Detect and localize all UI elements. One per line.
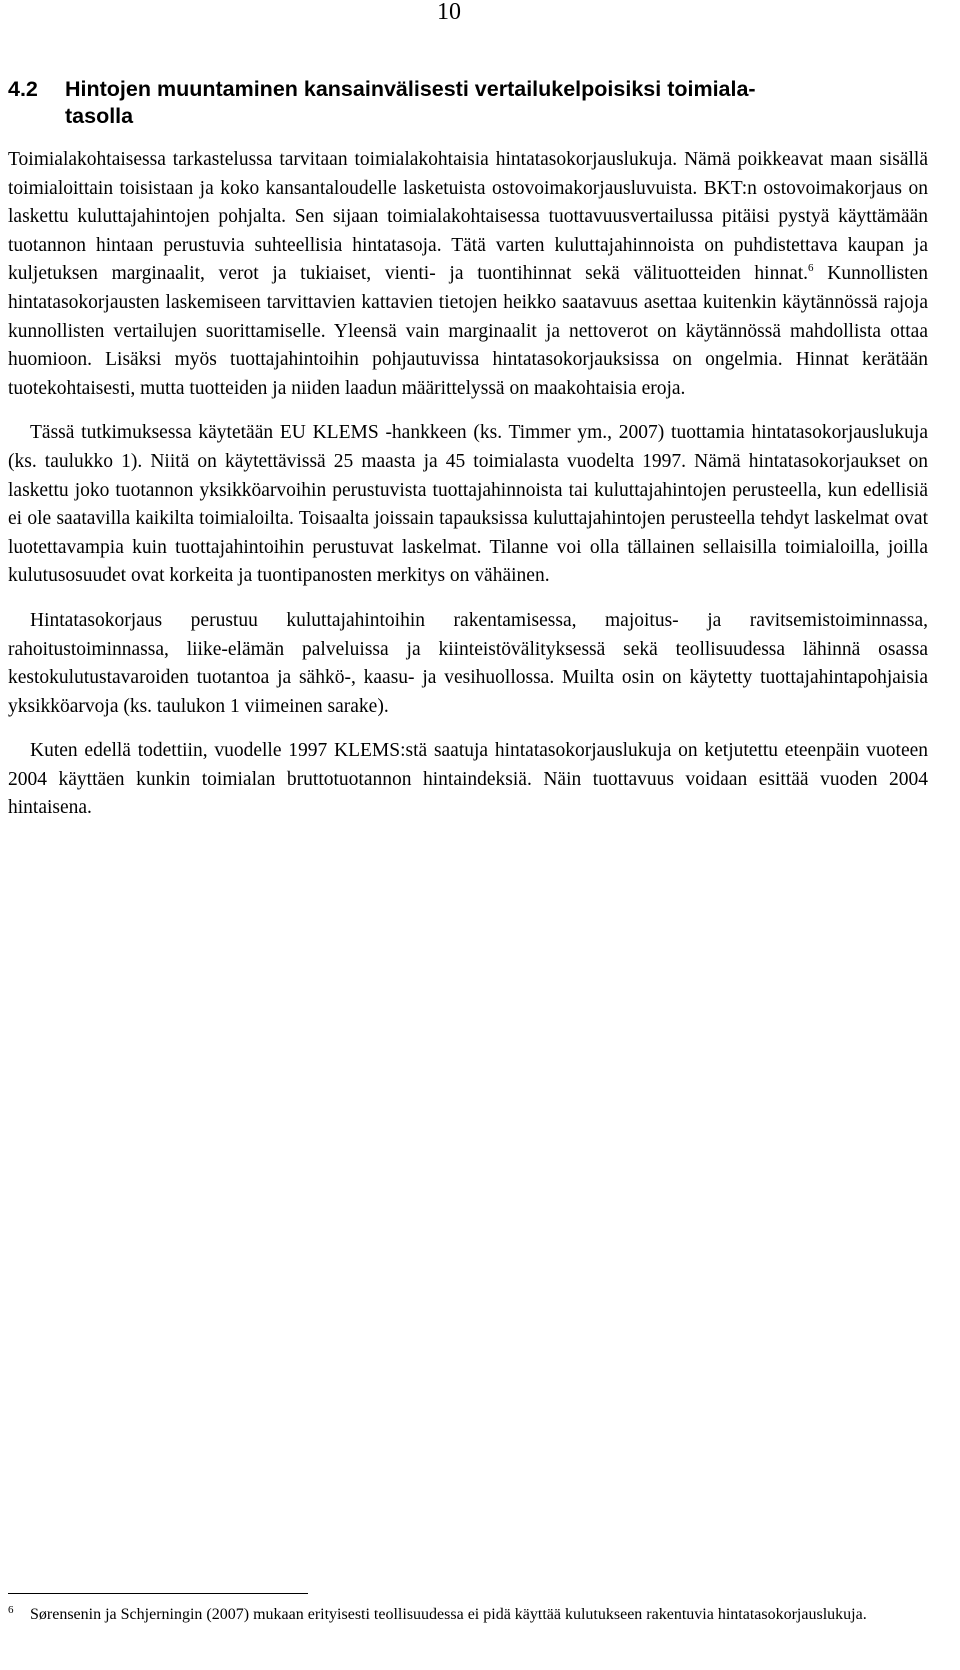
paragraph-4: Kuten edellä todettiin, vuodelle 1997 KLEMS:stä saatuja hintatasokorjauslukuja on ketjutettu eteenpäin vuoteen 2004 käyttäen kunkin toimialan bruttotuotannon hintaindeksiä. Näin tuottavuus voidaan esittää vuoden 2004 hintaisena.	[8, 740, 928, 819]
section-title-line2: tasolla	[65, 104, 134, 128]
footnote-divider	[8, 1593, 308, 1594]
section-heading	[8, 76, 938, 130]
body-text	[8, 146, 928, 839]
section-number: 4.2	[8, 77, 38, 101]
paragraph-1-text-a: Toimialakohtaisessa tarkastelussa tarvitaan toimialakohtaisia hintatasokorjauslukuja. Nämä poikkeavat maan sisällä toimialoittain toisistaan ja koko kansantaloudelle lasketuista ostovoimakorjausluvuista. BKT:n ostovoimakorjaus on laskettu kuluttajahintojen pohjalta. Sen sijaan toimialakohtaisessa tuottavuusvertailussa pitäisi pystyä käyttämään tuotannon hintaan perustuvia suhteellisia hintatasoja. Tätä varten kuluttajahinnoista on puhdistettava kaupan ja kuljetuksen marginaalit, verot ja tukiaiset, vienti- ja tuontihinnat sekä välituotteiden hinnat.	[8, 149, 928, 285]
paragraph-3: Hintatasokorjaus perustuu kuluttajahintoihin rakentamisessa, majoitus- ja ravitsemistoiminnassa, rahoitustoiminnassa, liike-elämän palveluissa ja kiinteistövälityksessä sekä teollisuudessa lähinnä osassa kestokulutustavaroiden tuotantoa ja sähkö-, kaasu- ja vesihuollossa. Muilta osin on käytetty tuottajahintapohjaisia yksikköarvoja (ks. taulukon 1 viimeinen sarake).	[8, 609, 928, 717]
footnote: 6 Sørensenin ja Schjerningin (2007) mukaan erityisesti teollisuudessa ei pidä käyttää kulutukseen rakentuvia hintatasokorjauslukuja.	[8, 1604, 867, 1623]
paragraph-1	[8, 146, 928, 403]
footnote-reference: 6	[808, 262, 814, 275]
footnote-text: Sørensenin ja Schjerningin (2007) mukaan erityisesti teollisuudessa ei pidä käyttää kulutukseen rakentuvia hintatasokorjauslukuja.	[30, 1606, 867, 1623]
page-number: 10	[437, 0, 461, 25]
paragraph-1-text-b: Kunnollisten hintatasokorjausten laskemiseen tarvittavien kattavien tietojen heikko saatavuus asettaa kuitenkin käytännössä rajoja kunnollisten vertailujen suorittamiselle. Yleensä vain marginaalit ja nettoverot on käytännössä mahdollista ottaa huomioon. Lisäksi myös tuottajahintoihin pohjautuvissa hintatasokorjauksissa on ongelmia. Hinnat kerätään tuotekohtaisesti, mutta tuotteiden ja niiden laadun määrittelyssä on maakohtaisia eroja.	[8, 263, 928, 399]
paragraph-2: Tässä tutkimuksessa käytetään EU KLEMS -hankkeen (ks. Timmer ym., 2007) tuottamia hintatasokorjauslukuja (ks. taulukko 1). Niitä on käytettävissä 25 maasta ja 45 toimialasta vuodelta 1997. Nämä hintatasokorjaukset on laskettu joko tuotannon yksikköarvoihin perustuvista tuottajahinnoista tai kuluttajahintojen perusteella, kun edellisiä ei ole saatavilla kaikilta toimialoilta. Toisaalta joissain tapauksissa kuluttajahintojen perusteella tehdyt laskelmat ovat luotettavampia kuin tuottajahintoihin perustuvat laskelmat. Tilanne voi olla tällainen sellaisilla toimialoilla, joilla kulutusosuudet ovat korkeita ja tuontipanosten merkitys on vähäinen.	[8, 422, 928, 587]
section-title-line1: Hintojen muuntaminen kansainvälisesti vertailukelpoisiksi toimiala-	[65, 77, 756, 101]
